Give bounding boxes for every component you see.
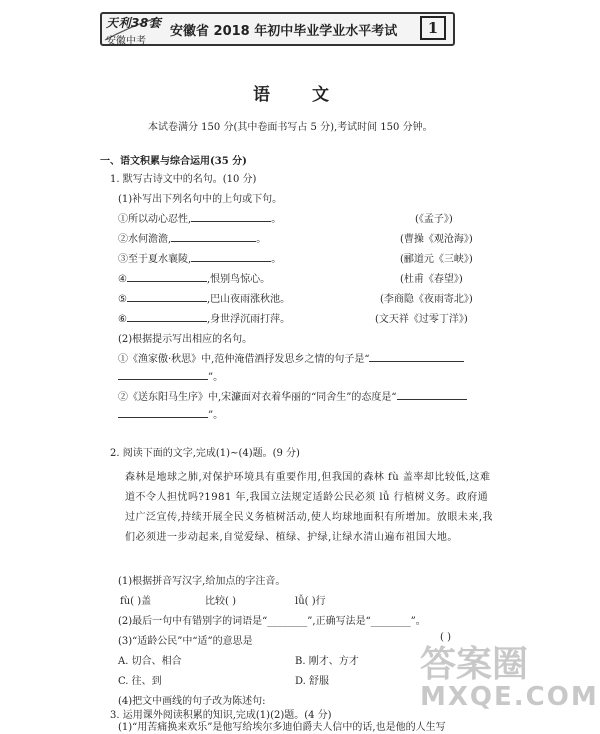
answer-blank[interactable] (127, 291, 207, 302)
answer-blank[interactable] (171, 231, 256, 242)
answer-blank[interactable] (191, 251, 271, 262)
q1-part2-b-cont: ”。 (118, 406, 223, 421)
q1-item: ④ ,恨别鸟惊心。 (118, 270, 270, 285)
q2-stem: 2. 阅读下面的文字,完成(1)~(4)题。(9 分) (110, 448, 300, 459)
exam-title: 安徽省 2018 年初中毕业学业水平考试 (170, 24, 398, 39)
q3-part1: (1)“用苦痛换来欢乐”是他写给埃尔多迪伯爵夫人信中的话,也是他的人生写 (118, 722, 446, 733)
q2-part1: (1)根据拼音写汉字,给加点的字注音。 (118, 576, 286, 587)
q1-item-source: (曹操《观沧海》) (400, 234, 473, 245)
q1-part1: (1)补写出下列名句中的上句或下句。 (118, 194, 283, 205)
section-title: 一、语文积累与综合运用(35 分) (100, 156, 247, 167)
q2-pinyin-item: 比较( ) (205, 596, 236, 607)
instructions: 本试卷满分 150 分(其中卷面书写占 5 分),考试时间 150 分钟。 (148, 122, 433, 133)
logo-text: 天利38套 (106, 16, 162, 30)
q1-item-source: (文天祥《过零丁洋》) (375, 314, 468, 325)
q2-part2: (2)最后一句中有错别字的词语是“________”,正确写法是“________”。 (118, 616, 426, 627)
q2-part3: (3)“适龄公民”中“适”的意思是 (118, 636, 253, 647)
answer-blank[interactable] (127, 271, 207, 282)
option-a: A. 切合、相合 (118, 656, 182, 667)
option-b: B. 刚才、方才 (295, 656, 359, 667)
watermark-url: MXQE.COM (420, 682, 599, 712)
answer-blank[interactable] (369, 351, 464, 362)
option-c: C. 往、到 (118, 676, 162, 687)
q2-pinyin-item: lǚ( )行 (295, 596, 326, 607)
q1-item: ⑥ ,身世浮沉雨打萍。 (118, 310, 290, 325)
answer-bracket[interactable]: ( ) (440, 632, 451, 643)
q1-part2-a: ①《渔家傲·秋思》中,范仲淹借酒抒发思乡之情的句子是“ (118, 350, 464, 365)
q1-part2-b: ②《送东阳马生序》中,宋濂面对衣着华丽的“同舍生”的态度是“ (118, 388, 467, 403)
q1-item: ②水何澹澹, 。 (118, 230, 266, 245)
q2-part4: (4)把文中画线的句子改为陈述句: (118, 696, 266, 707)
q1-item: ①所以动心忍性, 。 (118, 210, 281, 225)
q1-item-source: (郦道元《三峡》) (400, 254, 473, 265)
q1-item-source: (杜甫《春望》) (400, 274, 463, 285)
q1-part2: (2)根据提示写出相应的名句。 (118, 334, 253, 345)
q1-item: ③至于夏水襄陵, 。 (118, 250, 281, 265)
q1-item-source: (李商隐《夜雨寄北》) (380, 294, 473, 305)
logo-subtitle: 安徽中考 (106, 36, 146, 47)
answer-blank[interactable] (397, 389, 467, 400)
watermark-logo: 答案圈 (420, 644, 529, 685)
answer-blank[interactable] (191, 211, 271, 222)
q1-item-source: (《孟子》) (415, 214, 453, 225)
page-number-badge: 1 (420, 16, 446, 40)
answer-blank[interactable] (118, 407, 208, 418)
answer-blank[interactable] (118, 369, 208, 380)
q3-stem: 3. 运用课外阅读积累的知识,完成(1)(2)题。(4 分) (110, 710, 332, 721)
q1-item: ⑤ ,巴山夜雨涨秋池。 (118, 290, 290, 305)
q2-pinyin-item: fù( )盖 (120, 596, 152, 607)
q2-passage: 森林是地球之肺,对保护环境具有重要作用,但我国的森林 fù 盖率却比较低,这难道不令人担忧吗?1981 年,我国立法规定适龄公民必须 lǚ 行植树义务。政府通过广泛宣传,持续开展全民义务植树活动,使人均球地面积有所增加。放眼未来,我们必须进一步动起来,自觉爱绿、植绿、护绿,让绿水清山遍布祖国大地。 (125, 472, 494, 543)
q1-stem: 1. 默写古诗文中的名句。(10 分) (110, 174, 257, 185)
subject-title: 语 文 (253, 85, 347, 105)
option-d: D. 舒服 (295, 676, 330, 687)
q1-part2-a-cont: ”。 (118, 368, 223, 383)
answer-blank[interactable] (127, 311, 207, 322)
